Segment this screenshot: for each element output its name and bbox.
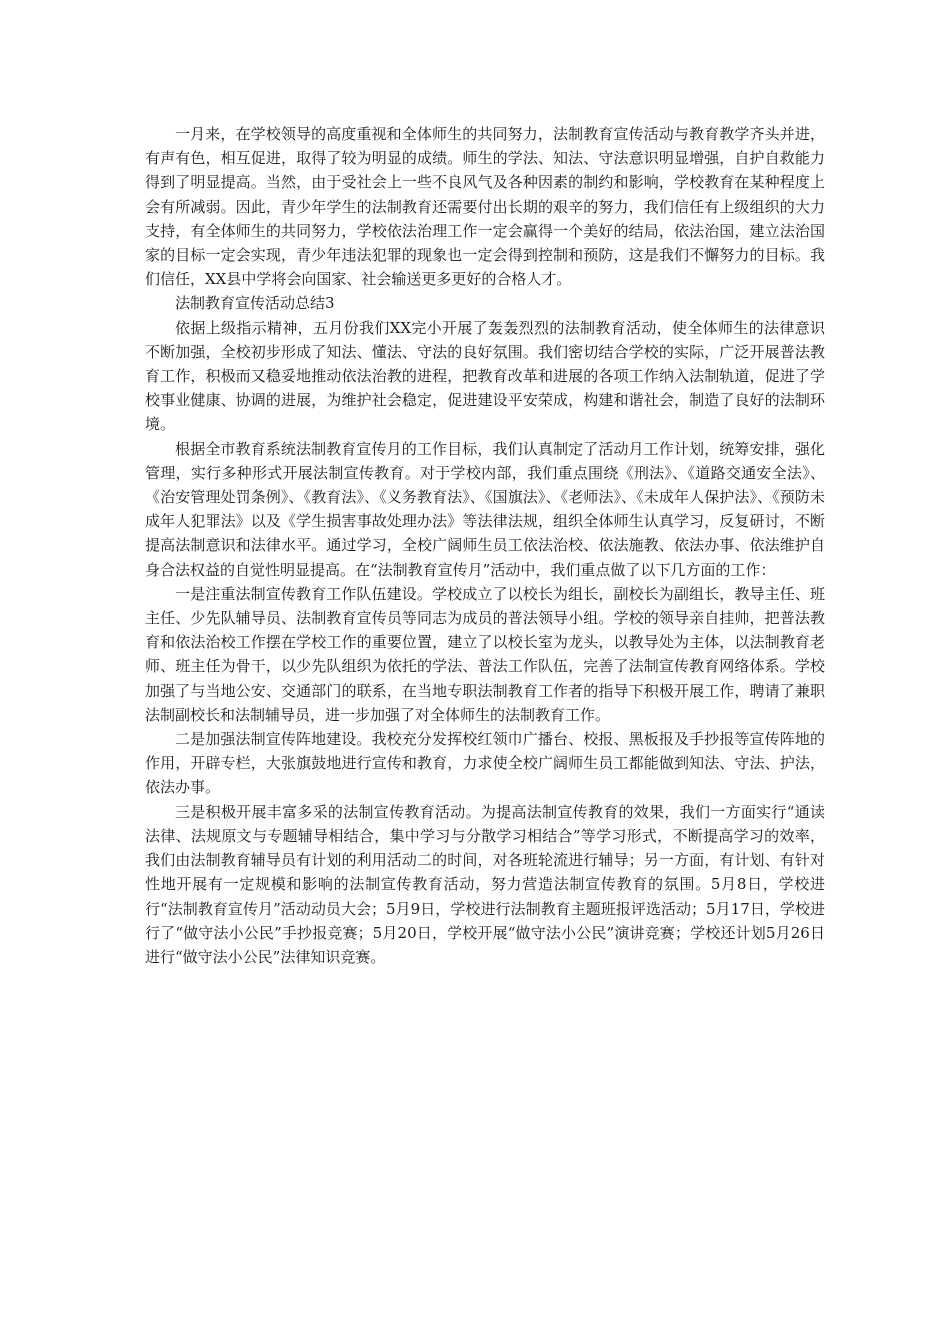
document-body: [145, 122, 825, 969]
paragraph-intro: 依据上级指示精神，五月份我们XX完小开展了轰轰烈烈的法制教育活动，使全体师生的法律意识不断加强，全校初步形成了知法、懂法、守法的良好氛围。我们密切结合学校的实际，广泛开展普法教育工作，积极而又稳妥地推动依法治教的进程，把教育改革和进展的各项工作纳入法制轨道，促进了学校事业健康、协调的进展，为维护社会稳定，促进建设平安荣成，构建和谐社会，制造了良好的法制环境。: [145, 318, 825, 434]
paragraph-item-3: 三是积极开展丰富多采的法制宣传教育活动。为提高法制宣传教育的效果，我们一方面实行“通读法律、法规原文与专题辅导相结合，集中学习与分散学习相结合”等学习形式，不断提高学习的效率，我们由法制教育辅导员有计划的利用活动二的时间，对各班轮流进行辅导；另一方面，有计划、有针对性地开展有一定规模和影响的法制宣传教育活动，努力营造法制宣传教育的氛围。5月8日，学校进行“法制教育宣传月”活动动员大会；5月9日，学校进行法制教育主题班报评选活动；5月17日，学校进行了“做守法小公民”手抄报竞赛；5月20日，学校开展“做守法小公民”演讲竞赛；学校还计划5月26日进行“做守法小公民”法律知识竞赛。: [145, 802, 825, 966]
section-heading: 法制教育宣传活动总结3: [175, 294, 335, 313]
paragraph-item-1: 一是注重法制宣传教育工作队伍建设。学校成立了以校长为组长，副校长为副组长，教导主任、班主任、少先队辅导员、法制教育宣传员等同志为成员的普法领导小组。学校的领导亲自挂帅，把普法教育和依法治校工作摆在学校工作的重要位置，建立了以校长室为龙头，以教导处为主体，以法制教育老师、班主任为骨干，以少先队组织为依托的学法、普法工作队伍，完善了法制宣传教育网络体系。学校加强了与当地公安、交通部门的联系，在当地专职法制教育工作者的指导下积极开展工作，聘请了兼职法制副校长和法制辅导员，进一步加强了对全体师生的法制教育工作。: [145, 584, 825, 724]
paragraph-goals: 根据全市教育系统法制教育宣传月的工作目标，我们认真制定了活动月工作计划，统筹安排，强化管理，实行多种形式开展法制宣传教育。对于学校内部，我们重点围绕《刑法》、《道路交通安全法》、《治安管理处罚条例》、《教育法》、《义务教育法》、《国旗法》、《老师法》、《未成年人保护法》、《预防未成年人犯罪法》以及《学生损害事故处理办法》等法律法规，组织全体师生认真学习，反复研讨，不断提高法制意识和法律水平。通过学习，全校广阔师生员工依法治校、依法施教、依法办事、依法维护自身合法权益的自觉性明显提高。在“法制教育宣传月”活动中，我们重点做了以下几方面的工作：: [145, 439, 825, 579]
paragraph-conclusion: 一月来，在学校领导的高度重视和全体师生的共同努力，法制教育宣传活动与教育教学齐头并进，有声有色，相互促进，取得了较为明显的成绩。师生的学法、知法、守法意识明显增强，自护自救能力得到了明显提高。当然，由于受社会上一些不良风气及各种因素的制约和影响，学校教育在某种程度上会有所减弱。因此，青少年学生的法制教育还需要付出长期的艰辛的努力，我们信任有上级组织的大力支持，有全体师生的共同努力，学校依法治理工作一定会赢得一个美好的结局，依法治国，建立法治国家的目标一定会实现，青少年违法犯罪的现象也一定会得到控制和预防，这是我们不懈努力的目标。我们信任，XX县中学将会向国家、社会输送更多更好的合格人才。: [145, 125, 825, 289]
paragraph-item-2: 二是加强法制宣传阵地建设。我校充分发挥校红领巾广播台、校报、黑板报及手抄报等宣传阵地的作用，开辟专栏，大张旗鼓地进行宣传和教育，力求使全校广阔师生员工都能做到知法、守法、护法，依法办事。: [145, 730, 825, 797]
